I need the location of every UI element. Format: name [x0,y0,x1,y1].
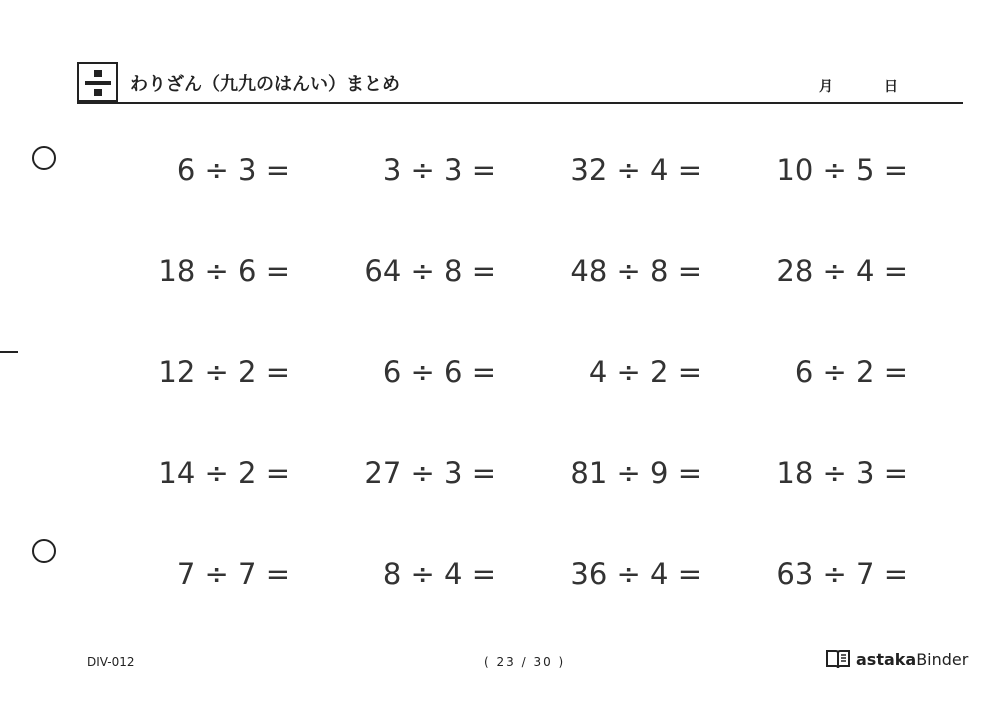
problem-item: 18 ÷ 6 = [158,254,290,288]
worksheet-code: DIV-012 [87,655,135,669]
problem-item: 4 ÷ 2 = [588,355,702,389]
brand-logo [825,648,968,670]
problem-item: 6 ÷ 3 = [176,153,290,187]
binder-hole-bottom [32,539,56,563]
worksheet-header [77,62,963,104]
problem-item: 32 ÷ 4 = [570,153,702,187]
problem-item: 81 ÷ 9 = [570,456,702,490]
problem-item: 12 ÷ 2 = [158,355,290,389]
date-day-label: 日 [884,79,898,95]
problem-item: 36 ÷ 4 = [570,557,702,591]
problem-item: 28 ÷ 4 = [776,254,908,288]
page-indicator: ( 23 / 30 ) [484,655,566,669]
open-book-icon [825,648,851,670]
date-month-label: 月 [819,79,833,95]
problem-item: 14 ÷ 2 = [158,456,290,490]
problem-item: 8 ÷ 4 = [382,557,496,591]
fold-mark [0,351,18,353]
problem-item: 48 ÷ 8 = [570,254,702,288]
problem-item: 18 ÷ 3 = [776,456,908,490]
problem-item: 3 ÷ 3 = [382,153,496,187]
problem-item: 6 ÷ 6 = [382,355,496,389]
brand-secondary: Binder [916,649,969,669]
problem-item: 7 ÷ 7 = [176,557,290,591]
problem-item: 27 ÷ 3 = [364,456,496,490]
brand-primary: astaka [856,649,917,669]
problem-item: 6 ÷ 2 = [794,355,908,389]
problem-item: 63 ÷ 7 = [776,557,908,591]
division-icon [77,62,118,102]
worksheet-title: わりざん（九九のはんい）まとめ [130,74,400,95]
problem-item: 10 ÷ 5 = [776,153,908,187]
problem-item: 64 ÷ 8 = [364,254,496,288]
binder-hole-top [32,146,56,170]
header-divider [77,102,963,104]
